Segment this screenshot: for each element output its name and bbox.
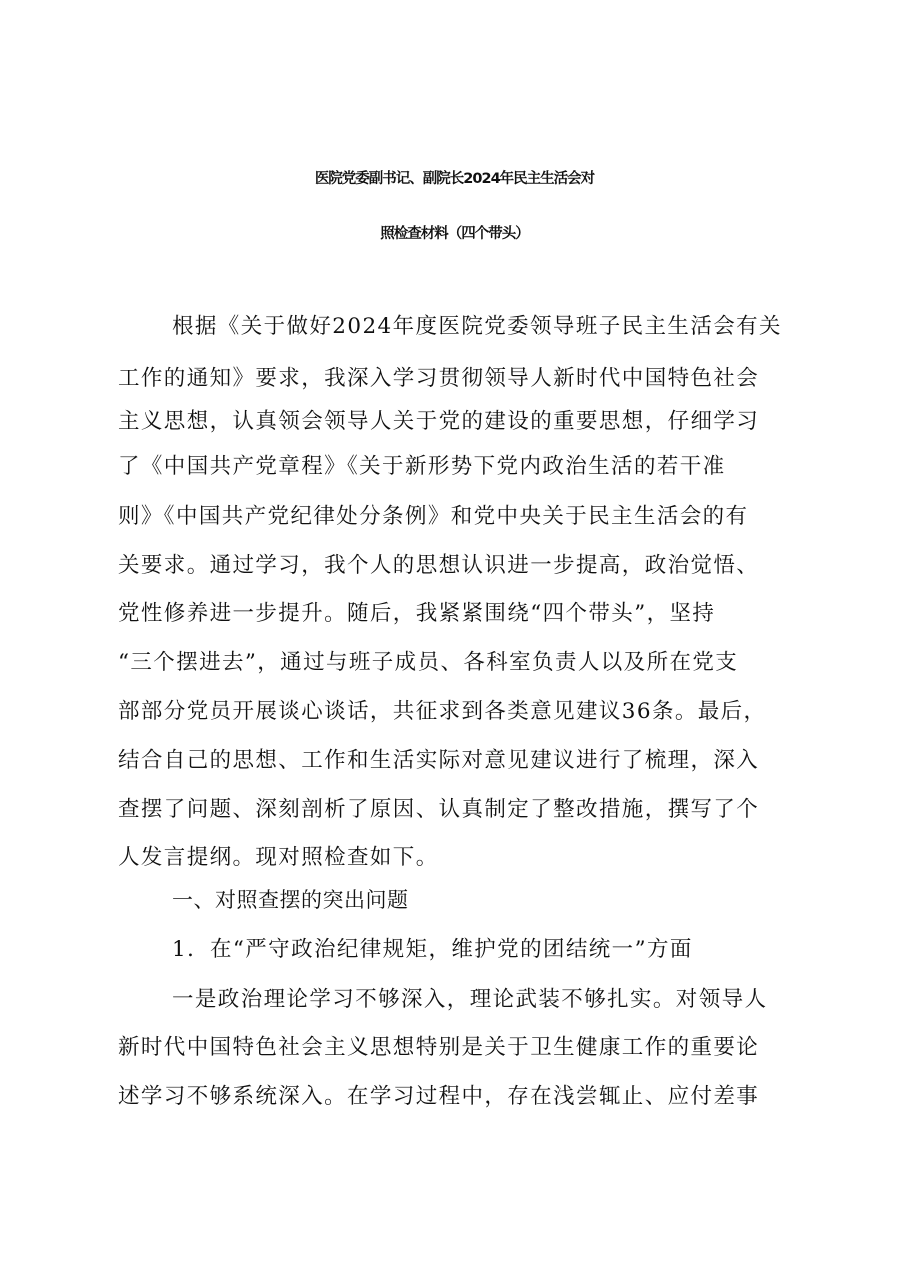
paragraph-line: 则》《中国共产党纪律处分条例》和党中央关于民主生活会的有 (118, 504, 749, 529)
paragraph-line: 根据《关于做好2024年度医院党委领导班子民主生活会有关 (172, 314, 782, 339)
document-title (100, 152, 809, 262)
section-heading: 一、对照查摆的突出问题 (172, 888, 409, 912)
paragraph-line: 了《中国共产党章程》《关于新形势下党内政治生活的若干准 (118, 454, 726, 479)
paragraph-line: 工作的通知》要求，我深入学习贯彻领导人新时代中国特色社会 (118, 366, 760, 391)
paragraph-line: 一是政治理论学习不够深入，理论武装不够扎实。对领导人 (172, 987, 768, 1012)
paragraph-line: 新时代中国特色社会主义思想特别是关于卫生健康工作的重要论 (118, 1035, 760, 1060)
paragraph-line: 主义思想，认真领会领导人关于党的建设的重要思想，仔细学习 (118, 409, 760, 434)
paragraph-line: 人发言提纲。现对照检查如下。 (118, 845, 439, 870)
paragraph-line: 述学习不够系统深入。在学习过程中，存在浅尝辄止、应付差事 (118, 1084, 760, 1109)
paragraph-line: “三个摆进去”，通过与班子成员、各科室负责人以及所在党支 (118, 650, 739, 675)
paragraph-line: 关要求。通过学习，我个人的思想认识进一步提高，政治觉悟、 (118, 553, 760, 578)
title-line-1: 医院党委副书记、副院长2024年民主生活会对 (314, 171, 595, 187)
title-line-2: 照检查材料（四个带头） (380, 226, 529, 242)
paragraph-line: 党性修养进一步提升。随后，我紧紧围绕“四个带头”，坚持 (118, 601, 716, 626)
paragraph-line: 部部分党员开展谈心谈话，共征求到各类意见建议36条。最后， (118, 699, 767, 724)
paragraph-line: 查摆了问题、深刻剖析了原因、认真制定了整改措施，撰写了个 (118, 797, 760, 822)
subsection-heading: 1．在“严守政治纪律规矩，维护党的团结统一”方面 (172, 937, 693, 962)
paragraph-line: 结合自己的思想、工作和生活实际对意见建议进行了梳理，深入 (118, 748, 760, 773)
